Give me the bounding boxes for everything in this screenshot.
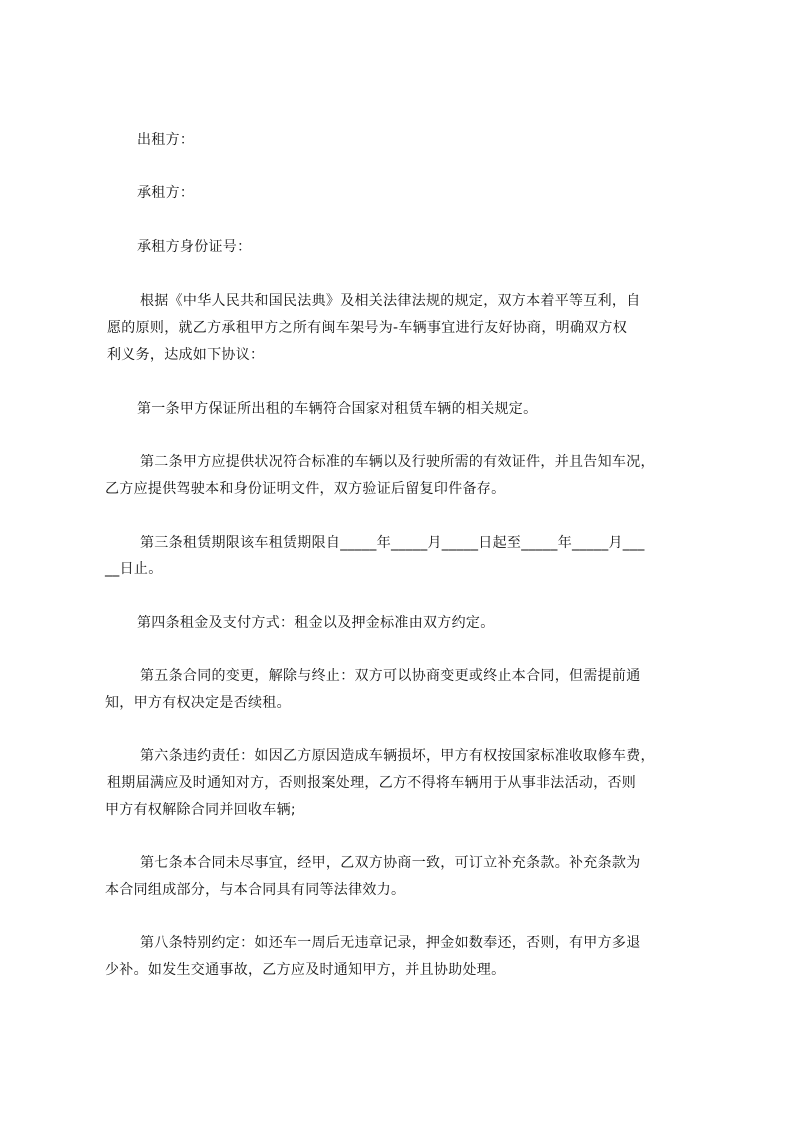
lessee-id-label: 承租方身份证号：: [137, 239, 252, 255]
article-6-line-1: 第六条违约责任：如因乙方原因造成车辆损坏，甲方有权按国家标准收取修车费，: [140, 748, 655, 764]
article-2-line-2: 乙方应提供驾驶本和身份证明文件，双方验证后留复印件备存。: [105, 481, 506, 497]
preamble-line-2: 愿的原则，就乙方承租甲方之所有闽车架号为-车辆事宜进行友好协商，明确双方权: [107, 320, 628, 336]
article-8-line-1: 第八条特别约定：如还车一周后无违章记录，押金如数奉还，否则，有甲方多退: [140, 935, 641, 951]
article-3-line-1: 第三条租赁期限该车租赁期限自_____年_____月_____日起至_____年_____月___: [140, 535, 645, 551]
article-6-line-2: 租期届满应及时通知对方，否则报案处理，乙方不得将车辆用于从事非法活动，否则: [107, 775, 637, 791]
lessee-label: 承租方：: [137, 185, 195, 201]
article-4-line-1: 第四条租金及支付方式：租金以及押金标准由双方约定。: [137, 615, 495, 631]
article-5-line-1: 第五条合同的变更，解除与终止：双方可以协商变更或终止本合同，但需提前通: [140, 668, 641, 684]
article-3-line-2: __日止。: [105, 561, 163, 577]
preamble-line-1: 根据《中华人民共和国民法典》及相关法律法规的规定，双方本着平等互利，自: [140, 293, 641, 309]
article-6-line-3: 甲方有权解除合同并回收车辆;: [105, 802, 296, 818]
article-7-line-2: 本合同组成部分，与本合同具有同等法律效力。: [105, 882, 406, 898]
article-1-line-1: 第一条甲方保证所出租的车辆符合国家对租赁车辆的相关规定。: [137, 401, 538, 417]
article-8-line-2: 少补。如发生交通事故，乙方应及时通知甲方，并且协助处理。: [105, 962, 506, 978]
article-7-line-1: 第七条本合同未尽事宜，经甲，乙双方协商一致，可订立补充条款。补充条款为: [140, 855, 641, 871]
article-5-line-2: 知，甲方有权决定是否续租。: [105, 695, 291, 711]
lessor-label: 出租方：: [137, 132, 195, 148]
article-2-line-1: 第二条甲方应提供状况符合标准的车辆以及行驶所需的有效证件，并且告知车况，: [140, 454, 655, 470]
preamble-line-3: 利义务，达成如下协议：: [107, 347, 265, 363]
